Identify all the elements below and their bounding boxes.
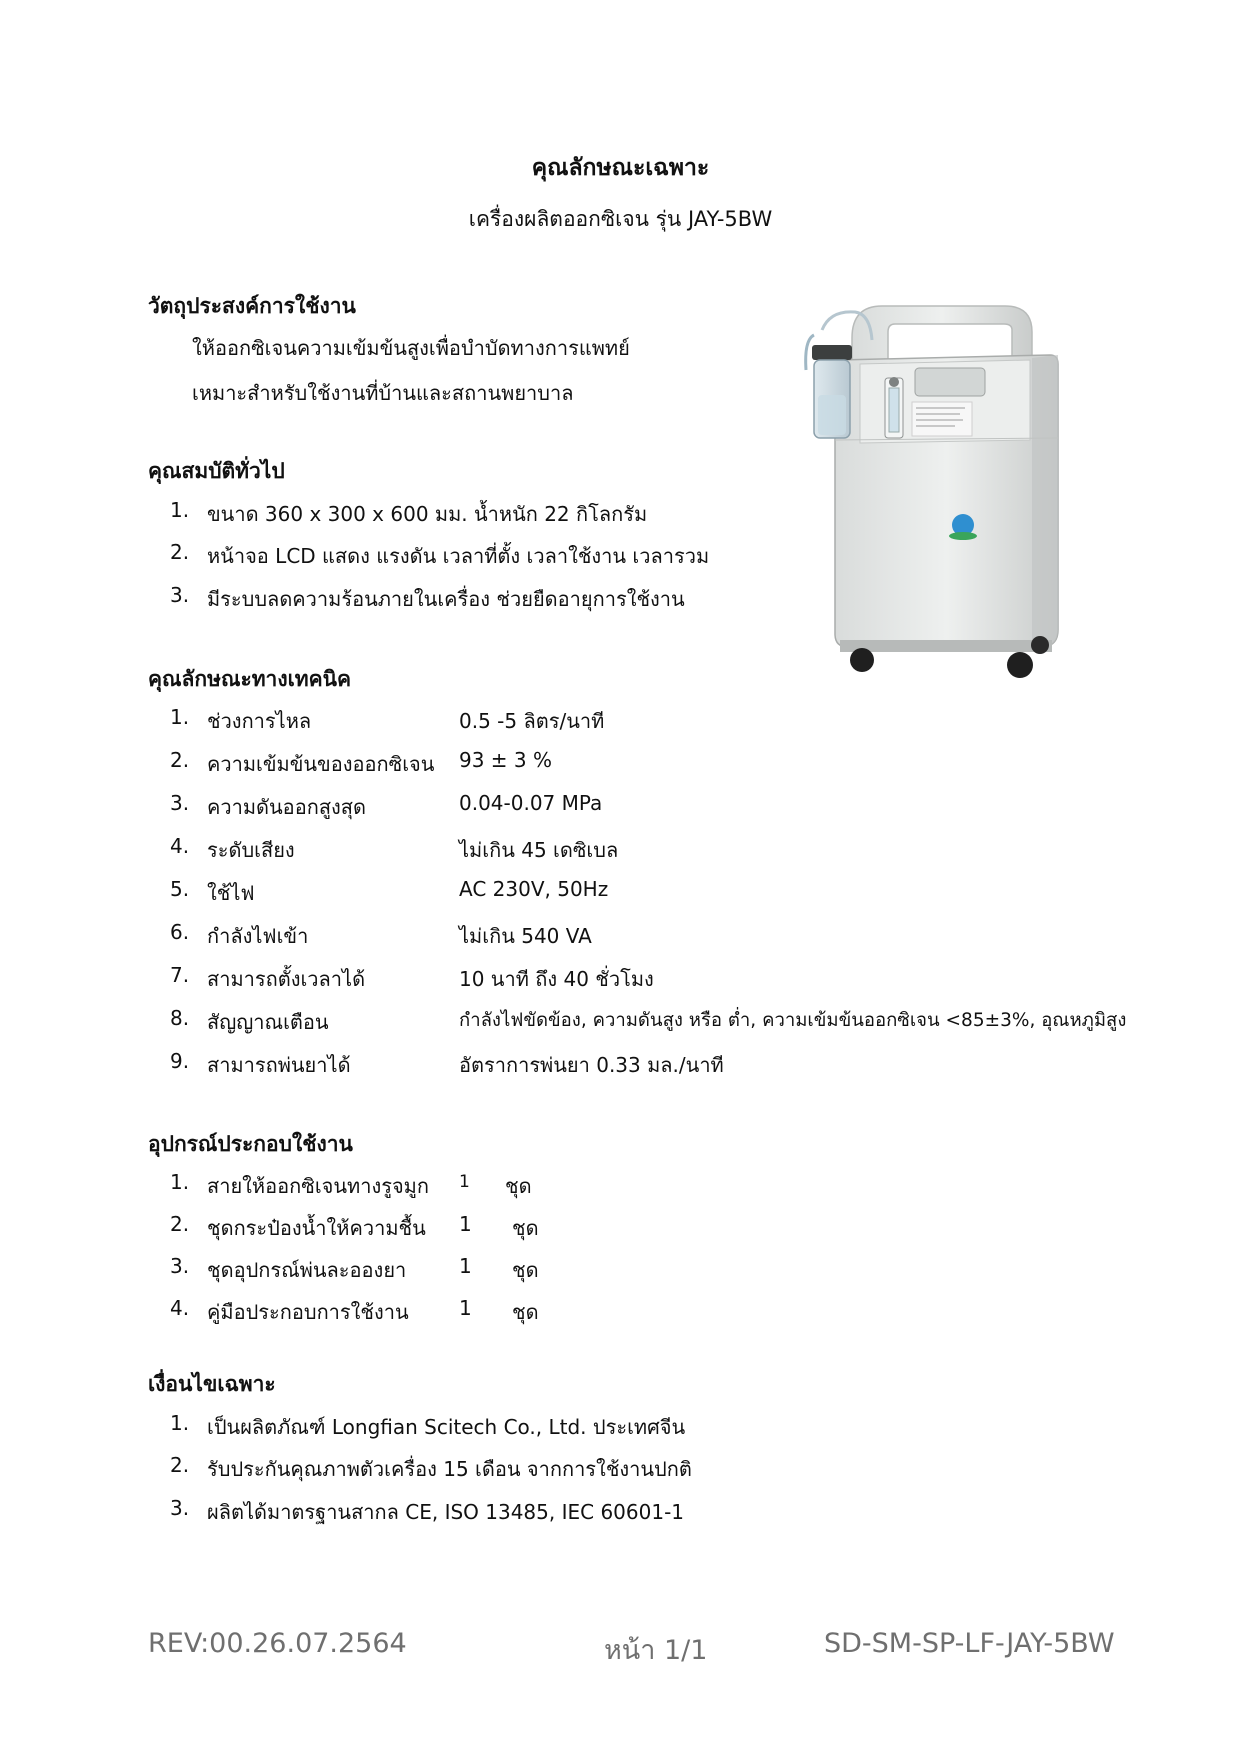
purpose-line: ให้ออกซิเจนความเข้มข้นสูงเพื่อบำบัดทางการแพทย์ xyxy=(192,336,630,360)
list-number: 9. xyxy=(170,1049,190,1073)
document-subtitle: เครื่องผลิตออกซิเจน รุ่น JAY-5BW xyxy=(468,207,773,231)
document-title: คุณลักษณะเฉพาะ xyxy=(531,155,710,181)
list-number: 4. xyxy=(170,1296,190,1320)
accessory-label: ชุดกระป๋องน้ำให้ความชื้น xyxy=(207,1216,426,1240)
oxygen-concentrator-image xyxy=(800,300,1070,695)
spec-value: 0.04-0.07 MPa xyxy=(459,791,603,815)
general-item: มีระบบลดความร้อนภายในเครื่อง ช่วยยืดอายุการใช้งาน xyxy=(207,587,685,611)
purpose-heading: วัตถุประสงค์การใช้งาน xyxy=(148,294,356,318)
spec-label: สามารถพ่นยาได้ xyxy=(207,1053,351,1077)
accessory-unit: ชุด xyxy=(512,1216,539,1240)
list-number: 2. xyxy=(170,540,190,564)
general-heading: คุณสมบัติทั่วไป xyxy=(148,459,285,483)
spec-value: อัตราการพ่นยา 0.33 มล./นาที xyxy=(459,1053,724,1077)
list-number: 4. xyxy=(170,834,190,858)
list-number: 7. xyxy=(170,963,190,987)
condition-item: รับประกันคุณภาพตัวเครื่อง 15 เดือน จากการใช้งานปกติ xyxy=(207,1457,692,1481)
accessory-unit: ชุด xyxy=(505,1174,532,1198)
spec-label: สามารถตั้งเวลาได้ xyxy=(207,967,366,991)
purpose-line: เหมาะสำหรับใช้งานที่บ้านและสถานพยาบาล xyxy=(192,381,574,405)
list-number: 6. xyxy=(170,920,190,944)
spec-label: ช่วงการไหล xyxy=(207,709,312,733)
spec-value: ไม่เกิน 540 VA xyxy=(459,924,592,948)
accessory-unit: ชุด xyxy=(512,1300,539,1324)
accessory-unit: ชุด xyxy=(512,1258,539,1282)
condition-item: ผลิตได้มาตรฐานสากล CE, ISO 13485, IEC 60601-1 xyxy=(207,1500,685,1524)
spec-value: 10 นาที ถึง 40 ชั่วโมง xyxy=(459,967,654,991)
spec-label: ใช้ไฟ xyxy=(207,881,255,905)
accessory-qty: 1 xyxy=(459,1172,470,1192)
spec-label: กำลังไฟเข้า xyxy=(207,924,309,948)
list-number: 3. xyxy=(170,1496,190,1520)
accessory-qty: 1 xyxy=(459,1254,472,1278)
general-item: ขนาด 360 x 300 x 600 มม. น้ำหนัก 22 กิโลกรัม xyxy=(207,502,648,526)
spec-label: ความเข้มข้นของออกซิเจน xyxy=(207,752,435,776)
accessories-heading: อุปกรณ์ประกอบใช้งาน xyxy=(148,1132,353,1156)
accessory-qty: 1 xyxy=(459,1296,472,1320)
accessory-qty: 1 xyxy=(459,1212,472,1236)
spec-label: ความดันออกสูงสุด xyxy=(207,795,366,819)
condition-item: เป็นผลิตภัณฑ์ Longfian Scitech Co., Ltd. ประเทศจีน xyxy=(207,1415,686,1439)
list-number: 3. xyxy=(170,1254,190,1278)
list-number: 2. xyxy=(170,1453,190,1477)
footer-revision: REV:00.26.07.2564 xyxy=(148,1628,407,1659)
accessory-label: คู่มือประกอบการใช้งาน xyxy=(207,1300,409,1324)
spec-value: 0.5 -5 ลิตร/นาที xyxy=(459,709,605,733)
list-number: 2. xyxy=(170,1212,190,1236)
list-number: 8. xyxy=(170,1006,190,1030)
conditions-heading: เงื่อนไขเฉพาะ xyxy=(148,1372,276,1396)
list-number: 1. xyxy=(170,498,190,522)
accessory-label: ชุดอุปกรณ์พ่นละอองยา xyxy=(207,1258,407,1282)
spec-value: กำลังไฟขัดข้อง, ความดันสูง หรือ ต่ำ, ความเข้มข้นออกซิเจน <85±3%, อุณหภูมิสูง xyxy=(459,1010,1127,1031)
list-number: 1. xyxy=(170,1411,190,1435)
accessory-label: สายให้ออกซิเจนทางรูจมูก xyxy=(207,1174,429,1198)
spec-label: สัญญาณเตือน xyxy=(207,1010,329,1034)
technical-heading: คุณลักษณะทางเทคนิค xyxy=(148,667,352,691)
footer-document-code: SD-SM-SP-LF-JAY-5BW xyxy=(824,1628,1115,1659)
list-number: 1. xyxy=(170,705,190,729)
list-number: 1. xyxy=(170,1170,190,1194)
general-item: หน้าจอ LCD แสดง แรงดัน เวลาที่ตั้ง เวลาใช้งาน เวลารวม xyxy=(207,544,710,568)
spec-label: ระดับเสียง xyxy=(207,838,295,862)
spec-value: ไม่เกิน 45 เดซิเบล xyxy=(459,838,619,862)
list-number: 3. xyxy=(170,791,190,815)
spec-value: AC 230V, 50Hz xyxy=(459,877,609,901)
footer-page-number: หน้า 1/1 xyxy=(604,1635,708,1666)
list-number: 5. xyxy=(170,877,190,901)
list-number: 3. xyxy=(170,583,190,607)
spec-value: 93 ± 3 % xyxy=(459,748,553,772)
list-number: 2. xyxy=(170,748,190,772)
